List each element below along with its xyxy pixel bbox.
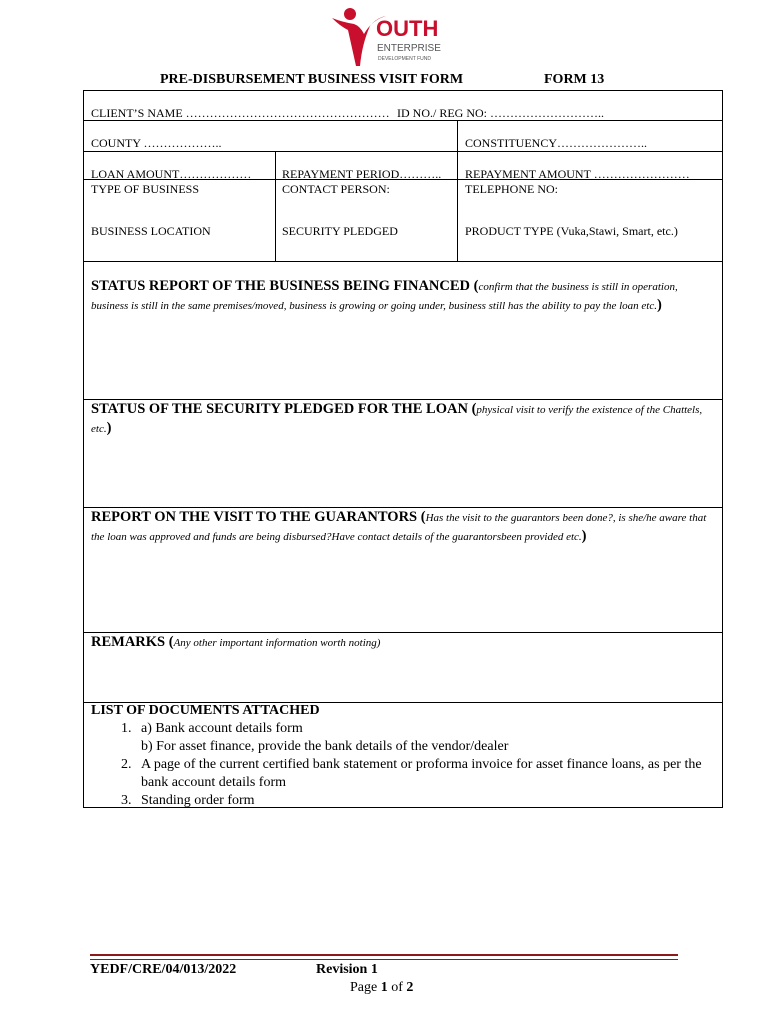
- guarantors-heading: REPORT ON THE VISIT TO THE GUARANTORS (: [91, 509, 426, 525]
- documents-heading: LIST OF DOCUMENTS ATTACHED: [91, 703, 320, 718]
- repayment-period-field[interactable]: REPAYMENT PERIOD………..: [282, 167, 442, 181]
- svg-text:ENTERPRISE: ENTERPRISE: [377, 43, 441, 54]
- svg-text:DEVELOPMENT FUND: DEVELOPMENT FUND: [378, 56, 431, 62]
- form-title: PRE-DISBURSEMENT BUSINESS VISIT FORM: [160, 72, 464, 87]
- remarks-heading: REMARKS (: [91, 634, 174, 650]
- security-pledged-field[interactable]: SECURITY PLEDGED: [282, 224, 398, 238]
- status-report-note: confirm that the business is still in operation, business is still in the same premises/moved, business is growing or going under, business still has the ability to pay the loan etc.: [91, 281, 678, 312]
- svg-text:OUTH: OUTH: [376, 16, 439, 41]
- yedf-logo: [326, 4, 446, 70]
- repayment-amount-field[interactable]: REPAYMENT AMOUNT ……………………: [465, 167, 690, 181]
- documents-list: [91, 720, 714, 810]
- county-field[interactable]: COUNTY ………………..: [91, 136, 222, 150]
- type-of-business-field[interactable]: TYPE OF BUSINESS: [91, 182, 200, 196]
- security-status-heading: STATUS OF THE SECURITY PLEDGED FOR THE LOAN (: [91, 401, 477, 417]
- documents-attached-section: [91, 702, 714, 810]
- form-number: FORM 13: [544, 72, 605, 87]
- visit-form-table: [83, 90, 723, 808]
- id-reg-no-field[interactable]: ID NO./ REG NO: ………………………..: [397, 106, 604, 120]
- revision-label: Revision 1: [316, 962, 378, 977]
- footer-rule: [90, 954, 678, 956]
- guarantors-note: Has the visit to the guarantors been done?, is she/he aware that the loan was approved and funds are being disbursed?Have contact details of the guarantorsbeen provided etc.: [91, 512, 707, 543]
- business-location-field[interactable]: BUSINESS LOCATION: [91, 224, 211, 238]
- telephone-field[interactable]: TELEPHONE NO:: [465, 182, 558, 196]
- page-indicator: Page 1 of 2: [350, 980, 414, 995]
- form-title-row: [160, 72, 620, 90]
- document-reference: YEDF/CRE/04/013/2022: [90, 962, 237, 977]
- security-status-note: physical visit to verify the existence of the Chattels, etc.: [91, 404, 703, 435]
- list-item: 3. Standing order form: [135, 792, 714, 810]
- remarks-section[interactable]: [91, 633, 714, 652]
- remarks-note: Any other important information worth noting): [173, 637, 381, 649]
- product-type-field[interactable]: PRODUCT TYPE (Vuka,Stawi, Smart, etc.): [465, 224, 678, 238]
- list-item: 1. a) Bank account details form b) For asset finance, provide the bank details of the vendor/dealer: [135, 720, 714, 756]
- contact-person-field[interactable]: CONTACT PERSON:: [282, 182, 390, 196]
- guarantors-section[interactable]: REPORT ON THE VISIT TO THE GUARANTORS (Has the visit to the guarantors been done?, is she/he aware that the loan was approved and funds are being disbursed?Have contact details of the guarantorsbeen provided etc.): [91, 509, 707, 544]
- status-report-section[interactable]: STATUS REPORT OF THE BUSINESS BEING FINANCED (confirm that the business is still in operation, business is still in the same premises/moved, business is growing or going under, business still has the ability to pay the loan etc.): [91, 278, 678, 313]
- list-item: 2. A page of the current certified bank statement or proforma invoice for asset finance loans, as per the bank account details form: [135, 756, 714, 792]
- footer-rule-thin: [90, 959, 678, 960]
- client-name-field[interactable]: CLIENT’S NAME ……………………………………………: [91, 106, 390, 120]
- security-status-section[interactable]: STATUS OF THE SECURITY PLEDGED FOR THE LOAN (physical visit to verify the existence of the Chattels, etc.): [91, 401, 703, 436]
- status-report-heading: STATUS REPORT OF THE BUSINESS BEING FINANCED (: [91, 278, 479, 294]
- loan-amount-field[interactable]: LOAN AMOUNT………………: [91, 167, 252, 181]
- constituency-field[interactable]: CONSTITUENCY…………………..: [465, 136, 647, 150]
